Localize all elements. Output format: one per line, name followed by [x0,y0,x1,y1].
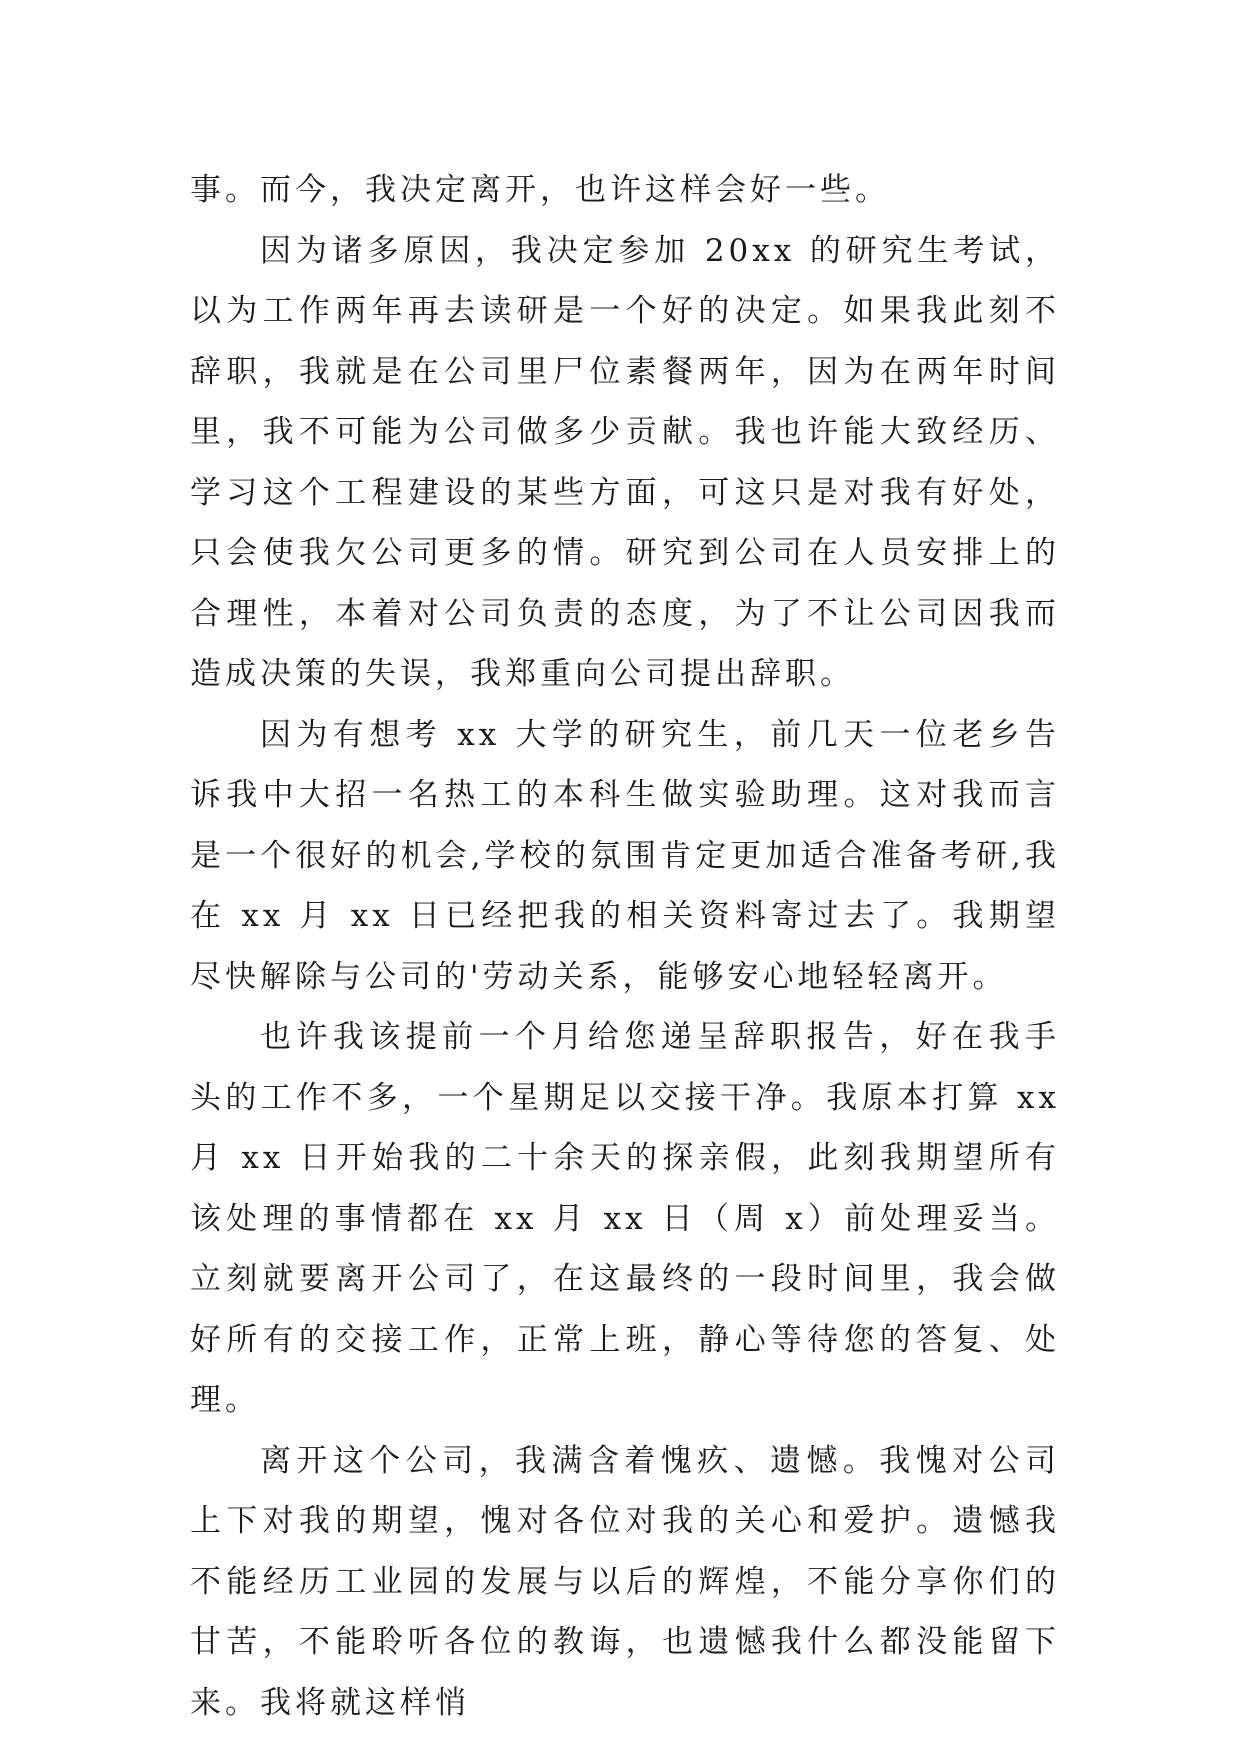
paragraph-university-opportunity: 因为有想考 xx 大学的研究生，前几天一位老乡告诉我中大招一名热工的本科生做实验助理。这对我而言是一个很好的机会,学校的氛围肯定更加适合准备考研,我在 xx 月 xx 日已经把我的相关资料寄过去了。我期望尽快解除与公司的'劳动关系，能够安心地轻轻离开。 [190,716,1060,995]
paragraph-regret: 离开这个公司，我满含着愧疚、遗憾。我愧对公司上下对我的期望，愧对各位对我的关心和爱护。遗憾我不能经历工业园的发展与以后的辉煌，不能分享你们的甘苦，不能聆听各位的教诲，也遗憾我什么都没能留下来。我将就这样悄 [190,1442,1060,1721]
document-body [190,160,1060,1733]
paragraph-handover-plan: 也许我该提前一个月给您递呈辞职报告，好在我手头的工作不多，一个星期足以交接干净。我原本打算 xx 月 xx 日开始我的二十余天的探亲假，此刻我期望所有该处理的事情都在 xx 月 xx 日（周 x）前处理妥当。立刻就要离开公司了，在这最终的一段时间里，我会做好所有的交接工作，正常上班，静心等待您的答复、处理。 [190,1019,1060,1418]
paragraph-reason-exam: 因为诸多原因，我决定参加 20xx 的研究生考试，以为工作两年再去读研是一个好的决定。如果我此刻不辞职，我就是在公司里尸位素餐两年，因为在两年时间里，我不可能为公司做多少贡献。我也许能大致经历、学习这个工程建设的某些方面，可这只是对我有好处，只会使我欠公司更多的情。研究到公司在人员安排上的合理性，本着对公司负责的态度，为了不让公司因我而造成决策的失误，我郑重向公司提出辞职。 [190,232,1060,692]
paragraph-continuation: 事。而今，我决定离开，也许这样会好一些。 [190,172,890,208]
